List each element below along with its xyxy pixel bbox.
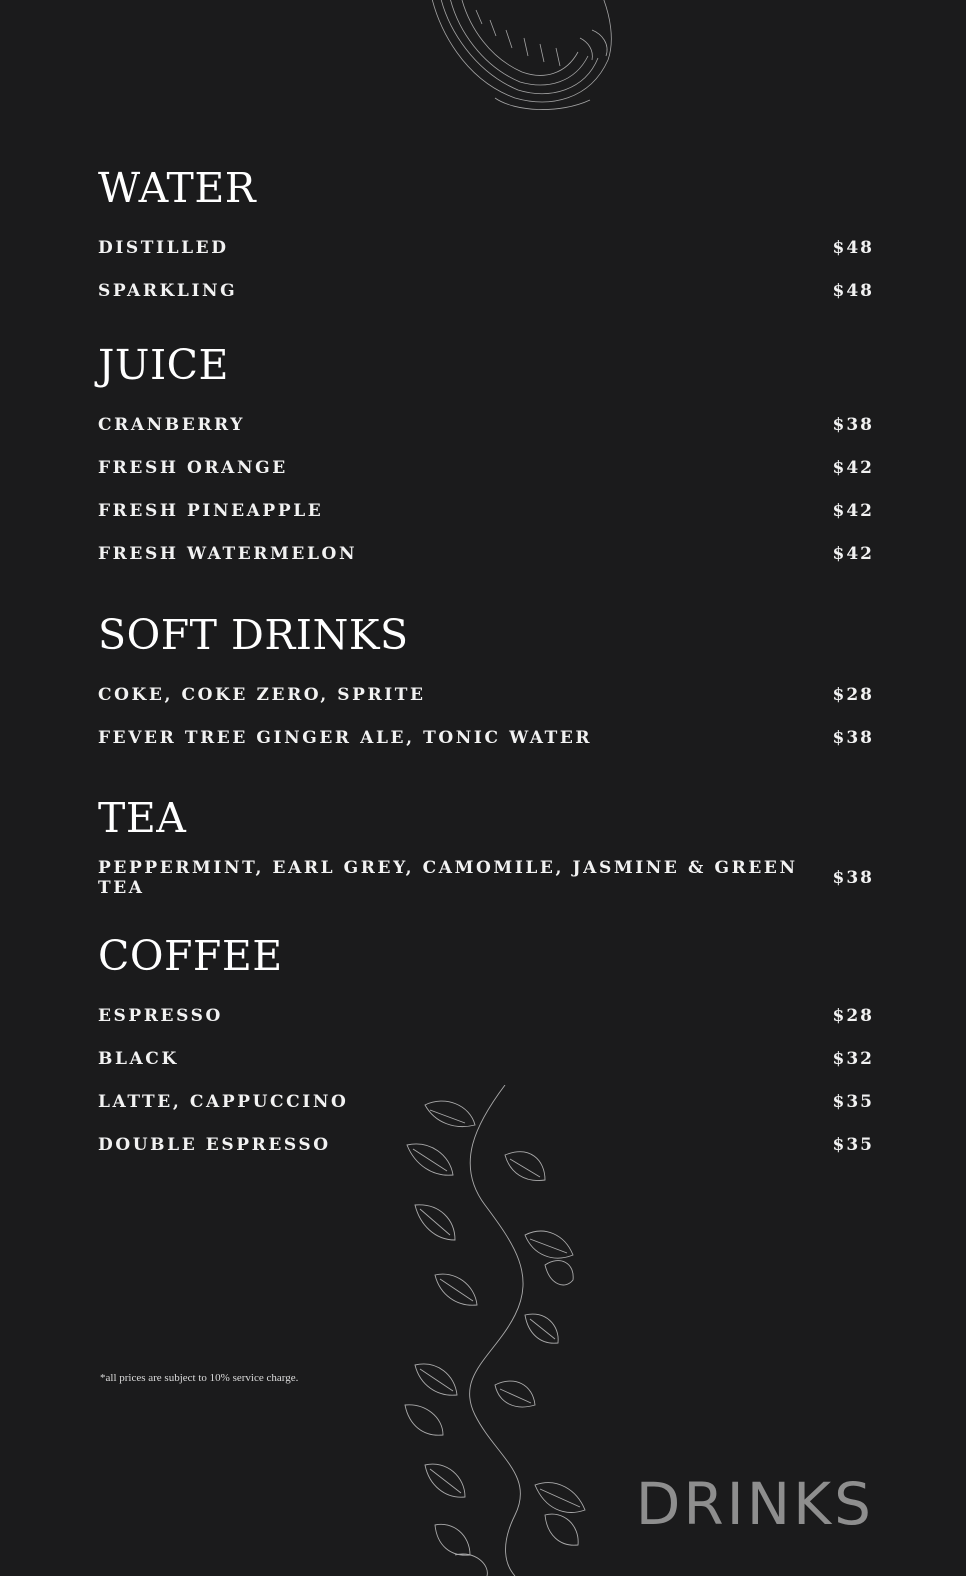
menu-item [98,1002,874,1030]
item-name: FRESH ORANGE [98,458,288,478]
fruit-illustration [420,0,620,115]
section-title-tea: TEA [98,794,187,842]
section-title-coffee: COFFEE [98,932,283,980]
item-name: PEPPERMINT, EARL GREY, CAMOMILE, JASMINE & GREEN TEA [98,858,798,898]
item-price: $42 [832,544,874,564]
service-charge-note: *all prices are subject to 10% service charge. [100,1372,299,1384]
menu-item [98,234,874,262]
item-price: $28 [832,1006,874,1026]
item-name: FRESH PINEAPPLE [98,501,324,521]
section-title-soft-drinks: SOFT DRINKS [98,611,409,659]
item-name: COKE, COKE ZERO, SPRITE [98,685,426,705]
page-title: DRINKS [635,1470,874,1538]
item-price: $32 [832,1049,874,1069]
section-title-juice: JUICE [98,341,229,389]
item-price: $38 [832,728,874,748]
floral-vine-illustration [395,1085,605,1576]
menu-item [98,1045,874,1073]
section-title-water: WATER [98,164,257,212]
item-name: FEVER TREE GINGER ALE, TONIC WATER [98,728,593,748]
item-name: FRESH WATERMELON [98,544,358,564]
item-name: SPARKLING [98,281,238,301]
item-price: $28 [832,685,874,705]
menu-item [98,277,874,305]
menu-item [98,497,874,525]
item-name: CRANBERRY [98,415,245,435]
menu-item [98,681,874,709]
item-price: $48 [832,281,874,301]
item-price: $48 [832,238,874,258]
item-name: BLACK [98,1049,179,1069]
menu-item [98,858,874,898]
menu-item [98,411,874,439]
item-name: LATTE, CAPPUCCINO [98,1092,349,1112]
item-name: DISTILLED [98,238,229,258]
item-price: $38 [832,868,874,888]
item-price: $35 [832,1092,874,1112]
menu-item [98,540,874,568]
item-price: $35 [832,1135,874,1155]
item-name: DOUBLE ESPRESSO [98,1135,331,1155]
item-price: $38 [832,415,874,435]
menu-item [98,454,874,482]
menu-item [98,724,874,752]
item-price: $42 [832,458,874,478]
item-price: $42 [832,501,874,521]
item-name: ESPRESSO [98,1006,223,1026]
